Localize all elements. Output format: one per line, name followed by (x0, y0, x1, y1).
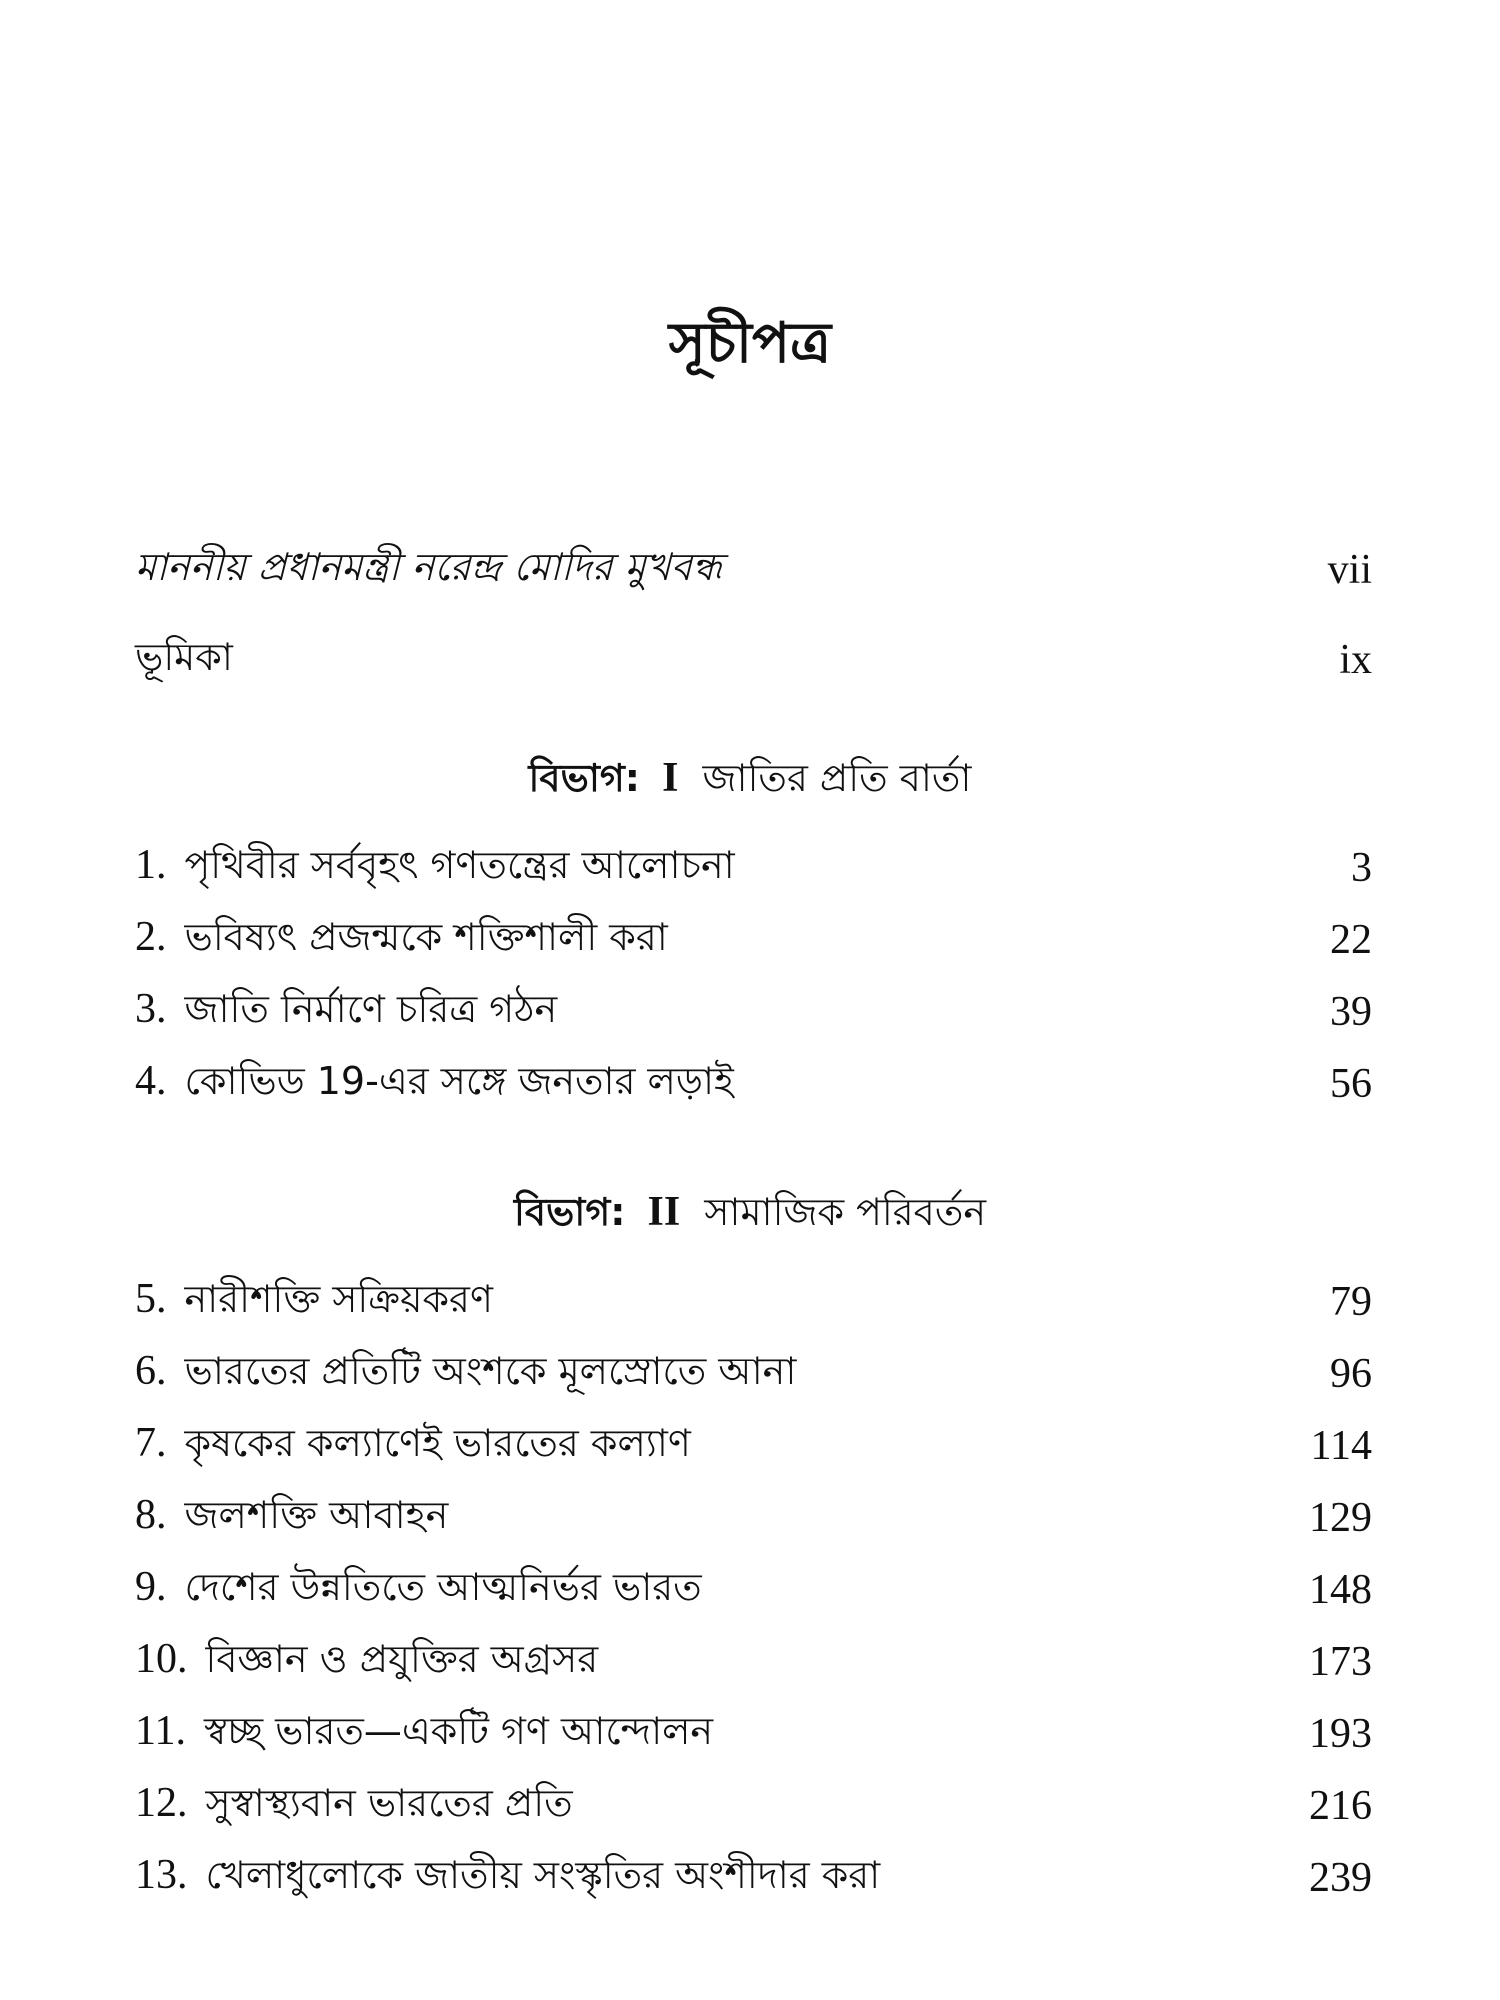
chapter-title: বিজ্ঞান ও প্রযুক্তির অগ্রসর (205, 1637, 599, 1681)
toc-entry-page: 173 (1309, 1639, 1372, 1685)
toc-entry-page: 239 (1309, 1855, 1372, 1901)
toc-entry-page: 39 (1330, 989, 1372, 1035)
chapter-title: সুস্বাস্থ্যবান ভারতের প্রতি (205, 1781, 573, 1825)
toc-entry-label: মাননীয় প্রধানমন্ত্রী নরেন্দ্র মোদির মুখবন্ধ (135, 545, 722, 589)
toc-entry-chapter-13[interactable] (135, 1848, 1380, 1908)
chapter-number: 4. (135, 1058, 167, 1104)
chapter-number: 3. (135, 986, 167, 1032)
chapter-title: জলশক্তি আবাহন (184, 1493, 449, 1537)
section-number: I (662, 755, 679, 801)
section-heading-2 (0, 1182, 1500, 1242)
chapter-number: 11. (135, 1708, 186, 1754)
chapter-number: 5. (135, 1276, 167, 1322)
toc-entry-page: 193 (1309, 1711, 1372, 1757)
chapter-title: দেশের উন্নতিতে আত্মনির্ভর ভারত (184, 1565, 702, 1609)
toc-entry-chapter-3[interactable] (135, 982, 1380, 1042)
chapter-number: 6. (135, 1348, 167, 1394)
toc-entry-chapter-5[interactable] (135, 1272, 1380, 1332)
chapter-title: খেলাধুলোকে জাতীয় সংস্কৃতির অংশীদার করা (205, 1853, 881, 1897)
chapter-title: স্বচ্ছ ভারত—একটি গণ আন্দোলন (203, 1709, 714, 1753)
toc-entry-page: 129 (1309, 1495, 1372, 1541)
chapter-title: ভবিষ্যৎ প্রজন্মকে শক্তিশালী করা (184, 915, 668, 959)
chapter-number: 7. (135, 1420, 167, 1466)
chapter-title: ভারতের প্রতিটি অংশকে মূলস্রোতে আনা (184, 1349, 797, 1393)
chapter-number: 10. (135, 1636, 188, 1682)
toc-entry-page: 216 (1309, 1783, 1372, 1829)
page-title: সূচীপত্র (668, 311, 832, 376)
toc-entry-page: 148 (1309, 1567, 1372, 1613)
toc-entry-chapter-9[interactable] (135, 1560, 1380, 1620)
toc-entry-chapter-2[interactable] (135, 910, 1380, 970)
chapter-number: 2. (135, 914, 167, 960)
toc-entry-page: 22 (1330, 917, 1372, 963)
chapter-title: পৃথিবীর সর্ববৃহৎ গণতন্ত্রের আলোচনা (184, 843, 735, 887)
toc-entry-chapter-10[interactable] (135, 1632, 1380, 1692)
toc-entry-page: 56 (1330, 1061, 1372, 1107)
toc-entry-page: 3 (1351, 845, 1372, 891)
chapter-number: 1. (135, 842, 167, 888)
toc-entry-introduction[interactable] (135, 630, 1380, 690)
toc-entry-page: vii (1327, 547, 1372, 593)
chapter-number: 9. (135, 1564, 167, 1610)
chapter-number: 12. (135, 1780, 188, 1826)
chapter-number: 8. (135, 1492, 167, 1538)
toc-entry-chapter-12[interactable] (135, 1776, 1380, 1836)
toc-entry-page: 114 (1310, 1423, 1372, 1469)
section-prefix: বিভাগ: (513, 1190, 626, 1234)
toc-entry-page: 96 (1330, 1351, 1372, 1397)
section-title: সামাজিক পরিবর্তন (704, 1190, 987, 1234)
toc-entry-chapter-1[interactable] (135, 838, 1380, 898)
section-prefix: বিভাগ: (528, 756, 640, 800)
toc-entry-foreword[interactable] (135, 540, 1380, 600)
chapter-title: কোভিড 19-এর সঙ্গে জনতার লড়াই (184, 1059, 734, 1103)
section-title: জাতির প্রতি বার্তা (702, 756, 972, 800)
chapter-title: কৃষকের কল্যাণেই ভারতের কল্যাণ (184, 1421, 691, 1465)
toc-entry-label: ভূমিকা (135, 635, 233, 679)
section-heading-1 (0, 748, 1500, 808)
chapter-number: 13. (135, 1852, 188, 1898)
toc-entry-chapter-4[interactable] (135, 1054, 1380, 1114)
toc-entry-chapter-6[interactable] (135, 1344, 1380, 1404)
toc-entry-chapter-11[interactable] (135, 1704, 1380, 1764)
chapter-title: নারীশক্তি সক্রিয়করণ (184, 1277, 493, 1321)
toc-entry-chapter-8[interactable] (135, 1488, 1380, 1548)
toc-entry-page: 79 (1330, 1279, 1372, 1325)
section-number: II (647, 1189, 681, 1235)
toc-entry-chapter-7[interactable] (135, 1416, 1380, 1476)
chapter-title: জাতি নির্মাণে চরিত্র গঠন (184, 987, 558, 1031)
toc-entry-page: ix (1339, 637, 1372, 683)
